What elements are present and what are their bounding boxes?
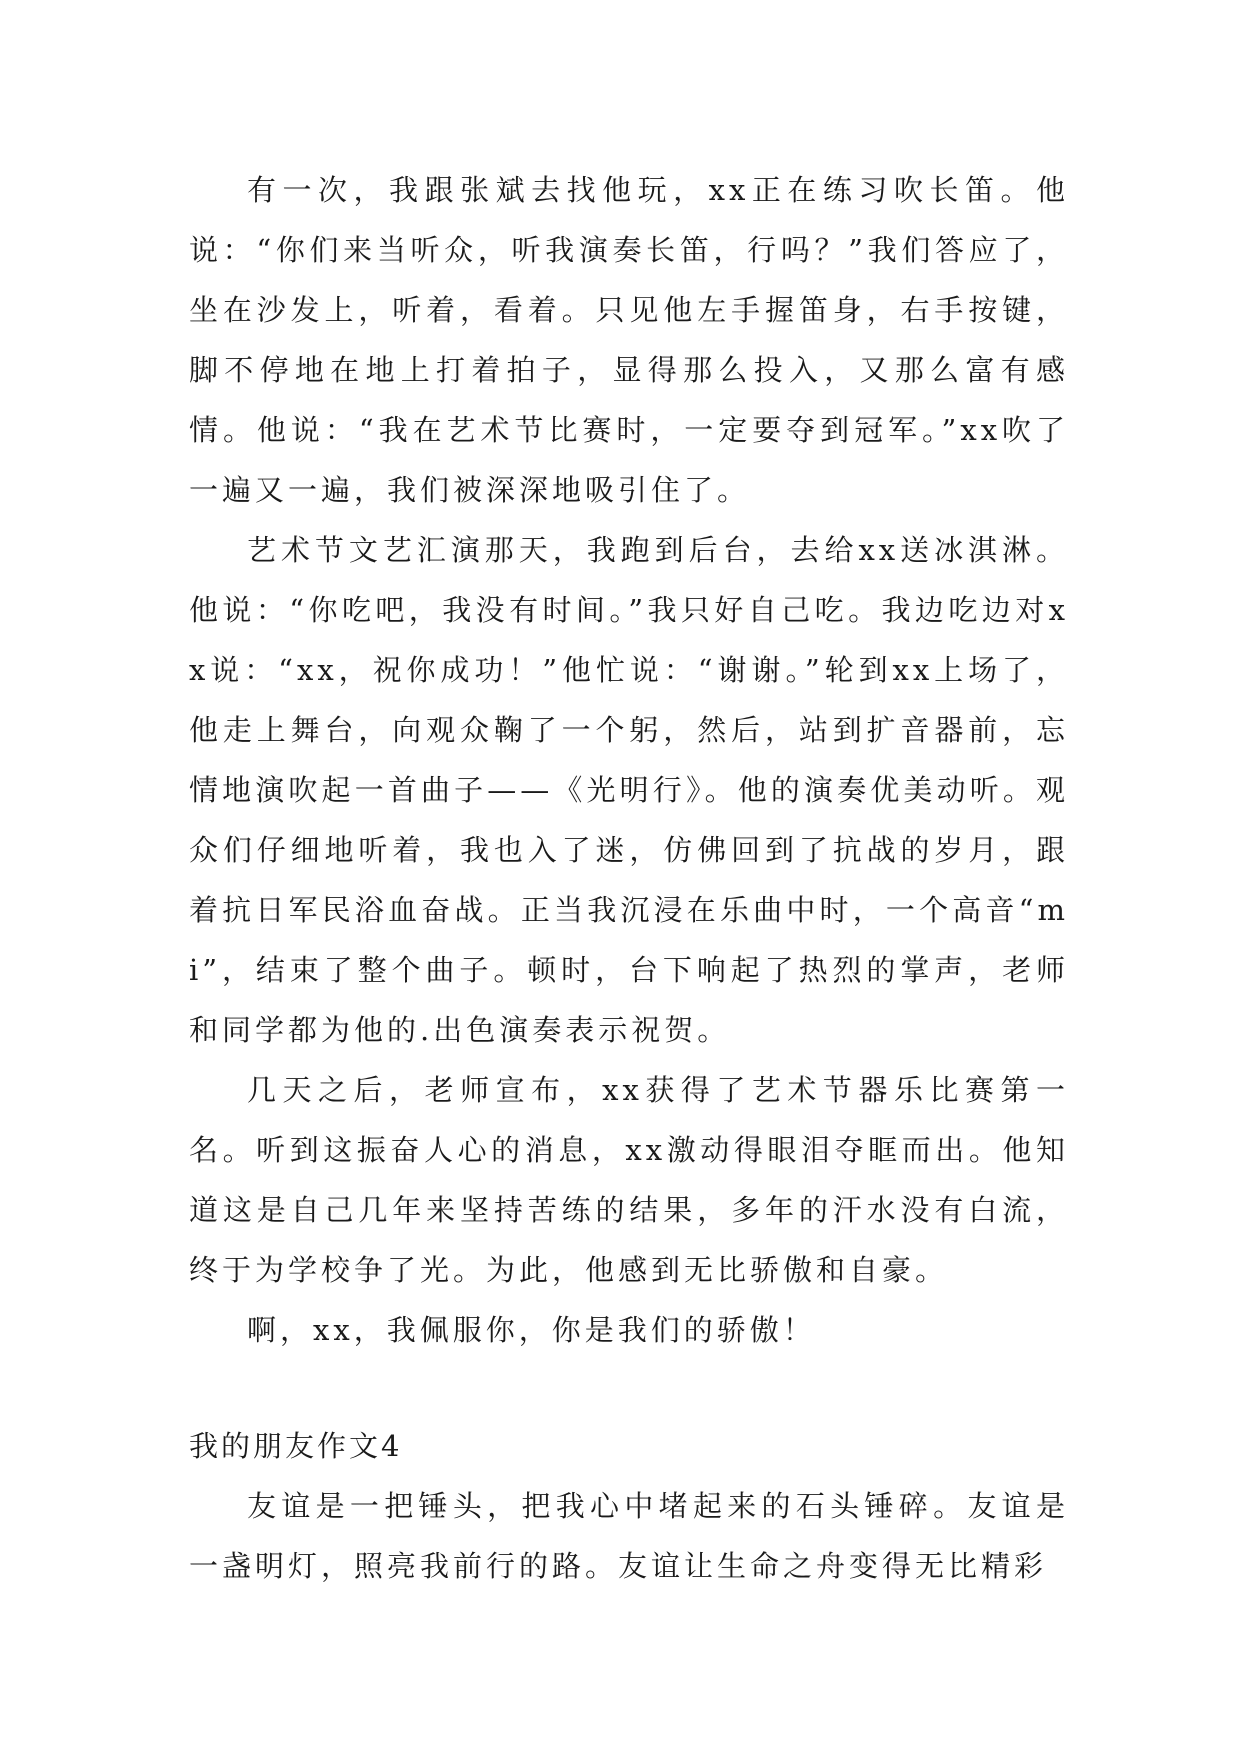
paragraph-art-festival: 艺术节文艺汇演那天，我跑到后台，去给xx送冰淇淋。他说：“你吃吧，我没有时间。”我只好自己吃。我边吃边对xx说：“xx，祝你成功！”他忙说：“谢谢。”轮到xx上场了，他走上舞台，向观众鞠了一个躬，然后，站到扩音器前，忘情地演吹起一首曲子——《光明行》。他的演奏优美动听。观众们仔细地听着，我也入了迷，仿佛回到了抗战的岁月，跟着抗日军民浴血奋战。正当我沉浸在乐曲中时，一个高音“mi”，结束了整个曲子。顿时，台下响起了热烈的掌声，老师和同学都为他的.出色演奏表示祝贺。 [189,533,1069,1047]
section-title: 我的朋友作文4 [189,1429,403,1463]
paragraph-admiration: 啊，xx，我佩服你，你是我们的骄傲！ [247,1313,816,1347]
document-body [189,160,1069,1596]
paragraph-first-prize: 几天之后，老师宣布，xx获得了艺术节器乐比赛第一名。听到这振奋人心的消息，xx激动得眼泪夺眶而出。他知道这是自己几年来坚持苦练的结果，多年的汗水没有白流，终于为学校争了光。为此，他感到无比骄傲和自豪。 [189,1073,1069,1287]
paragraph-friendship: 友谊是一把锤头，把我心中堵起来的石头锤碎。友谊是一盏明灯，照亮我前行的路。友谊让生命之舟变得无比精彩 [189,1489,1069,1583]
paragraph-practice-flute: 有一次，我跟张斌去找他玩，xx正在练习吹长笛。他说：“你们来当听众，听我演奏长笛，行吗？”我们答应了，坐在沙发上，听着，看着。只见他左手握笛身，右手按键，脚不停地在地上打着拍子，显得那么投入，又那么富有感情。他说：“我在艺术节比赛时，一定要夺到冠军。”xx吹了一遍又一遍，我们被深深地吸引住了。 [189,173,1069,507]
